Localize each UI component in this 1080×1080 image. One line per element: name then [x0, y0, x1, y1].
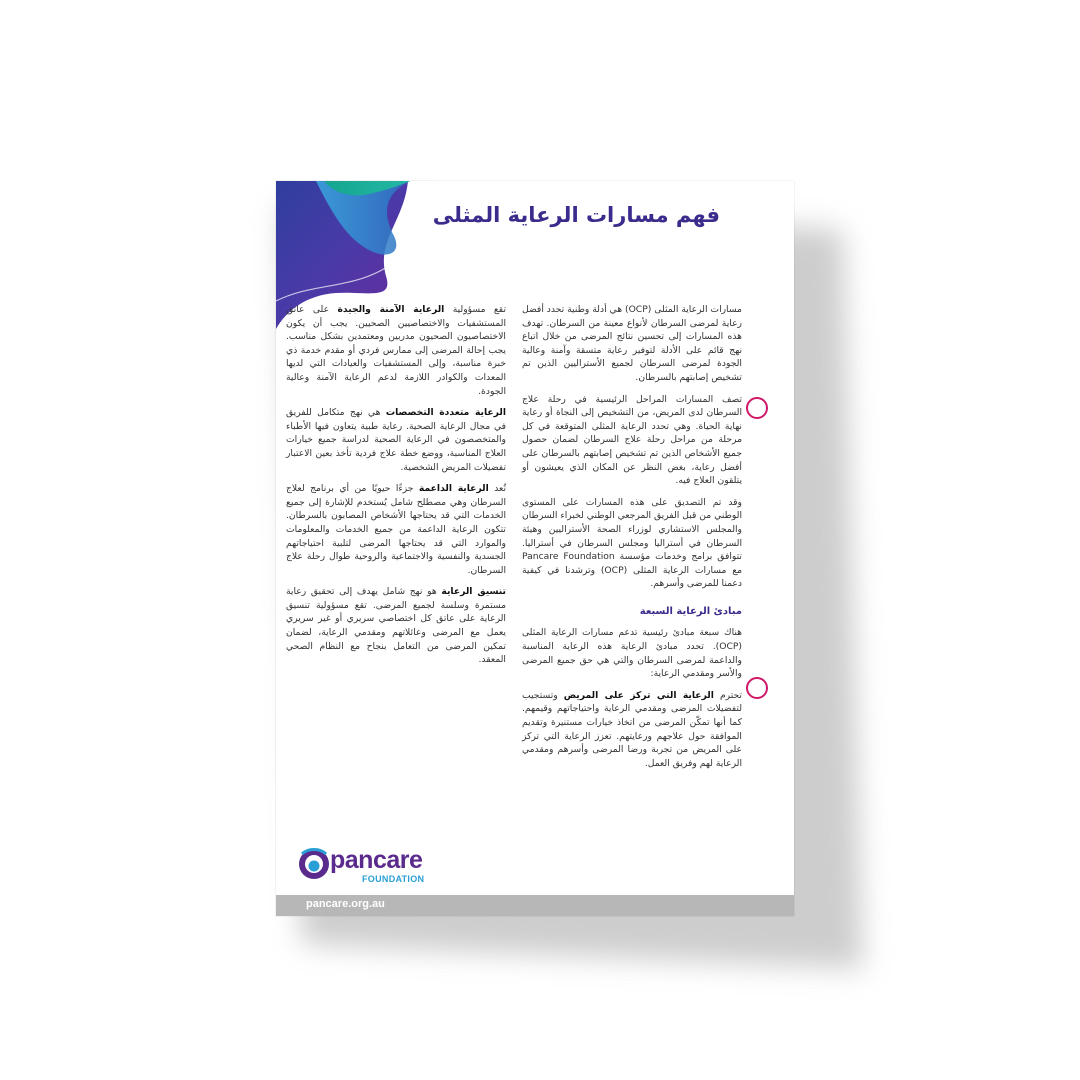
bold-term: الرعاية الآمنة والجيدة [337, 304, 445, 315]
paragraph [286, 585, 506, 667]
logo-wordmark: pancare [330, 846, 423, 874]
pancare-logo [298, 846, 458, 886]
paragraph: هناك سبعة مبادئ رئيسية تدعم مسارات الرعاية المثلى (OCP). تحدد مبادئ الرعاية هذه الرعاية المناسبة والداعمة لمرضى السرطان والتي هي حق جميع المرضى والأسر ومقدمي الرعاية: [522, 627, 742, 680]
paragraph-body: وتستجيب لتفضيلات المرضى ومقدمي الرعاية واحتياجاتهم وقيمهم. كما أنها تمكّن المرضى من اتخاذ خيارات مستنيرة وتقديم الموافقة حول علاجهم ورعايتهم. تعزز الرعاية التي تركز على المريض من تجربة ورضا المرضى وأسرهم ومقدمي الرعاية لهم وفريق العمل. [522, 689, 742, 769]
document-page [276, 181, 794, 916]
logo-subtitle: FOUNDATION [362, 874, 425, 884]
bold-term: الرعاية متعددة التخصصات [385, 407, 507, 419]
punch-hole-bottom [746, 677, 768, 699]
paragraph-body: على عاتق المستشفيات والاختصاصيين الصحيين. يجب أن يكون الاختصاصيون الصحيون مدربين ومعتمدين بشكل مناسب. يجب إحالة المرضى إلى ممارس فردي أو مقدم خدمة ذي خبرة مناسبة، وإلى المستشفيات والعيادات التي لديها المعدات والكوادر اللازمة لدعم الرعاية الآمنة وعالية الجودة. [286, 304, 506, 397]
paragraph-lead: تحترم [719, 689, 742, 701]
footer-url: pancare.org.au [306, 898, 385, 910]
paragraph [286, 406, 506, 474]
text-column-right [522, 303, 742, 778]
paragraph-lead: تُعد [494, 483, 507, 495]
paragraph-body: جزءًا حيويًا من أي برنامج لعلاج السرطان وهي مصطلح شامل يُستخدم للإشارة إلى جميع الخدمات التي قد يحتاجها الأشخاص المصابون بالسرطان. تتكون الرعاية الداعمة من جميع الخدمات والمعلومات والموارد التي قد يحتاجها المرضى لتلبية احتياجاتهم الجسدية والنفسية والاجتماعية والروحية طوال رحلة علاج السرطان. [286, 483, 506, 576]
footer-bar [276, 895, 794, 916]
section-heading: مبادئ الرعاية السبعة [639, 605, 742, 617]
document-title: فهم مسارات الرعاية المثلى [432, 203, 720, 227]
paragraph: وقد تم التصديق على هذه المسارات على المستوى الوطني من قبل الفريق المرجعي الوطني لخبراء السرطان والمجلس الاستشاري لوزراء الصحة الأستراليين وهيئة السرطان في أستراليا ومجلس السرطان في أستراليا. تتوافق برامج وخدمات مؤسسة Pancare Foundation مع مسارات الرعاية المثلى (OCP) وترشدنا في كيفية دعمنا للمرضى وأسرهم. [522, 496, 743, 590]
bold-term: الرعاية الداعمة [418, 483, 489, 495]
paragraph [286, 482, 506, 577]
paragraph-lead: تقع مسؤولية [452, 304, 507, 315]
paragraph: مسارات الرعاية المثلى (OCP) هي أدلة وطنية تحدد أفضل رعاية لمرضى السرطان لأنواع معينة من السرطان. تهدف هذه المسارات إلى تحسين نتائج المرضى من خلال اتباع نهج قائم على الأدلة لتوفير رعاية متسقة وآمنة وعالية الجودة لمرضى السرطان لجميع الأستراليين الذين تم تشخيص إصابتهم بالسرطان. [522, 304, 742, 383]
paragraph [286, 303, 506, 398]
text-column-left [286, 303, 506, 675]
paragraph-body: هو نهج شامل يهدف إلى تحقيق رعاية مستمرة وسلسة لجميع المرضى. تقع مسؤولية تنسيق الرعاية على عاتق كل اختصاصي سريري أو غير سريري يعمل مع المرضى وعائلاتهم ومقدمي الرعاية، لضمان تمكين المرضى من التعامل بنجاح مع النظام الصحي المعقد. [286, 586, 506, 666]
logo-mark-icon [298, 846, 330, 882]
paragraph [522, 689, 742, 771]
paragraph-body: هي نهج متكامل للفريق في مجال الرعاية الصحية. رعاية طبية يتعاون فيها الأطباء والمتخصصون في الرعاية الصحية لدراسة جميع خيارات العلاج المناسبة، ووضع خطة علاج فردية تأخذ بعين الاعتبار تفضيلات المريض الشخصية. [286, 407, 506, 473]
punch-hole-top [746, 397, 768, 419]
paragraph: تصف المسارات المراحل الرئيسية في رحلة علاج السرطان لدى المريض، من التشخيص إلى النجاة أو رعاية نهاية الحياة. وهي تحدد الرعاية المثلى المتوقعة في كل مرحلة من مراحل رحلة علاج السرطان لضمان حصول جميع الأشخاص الذين تم تشخيص إصابتهم بالسرطان على أفضل رعاية، بغض النظر عن المكان الذي يعيشون أو يتلقون العلاج فيه. [522, 393, 742, 487]
bold-term: تنسيق الرعاية [441, 586, 506, 598]
bold-term: الرعاية التي تركز على المريض [563, 689, 714, 701]
